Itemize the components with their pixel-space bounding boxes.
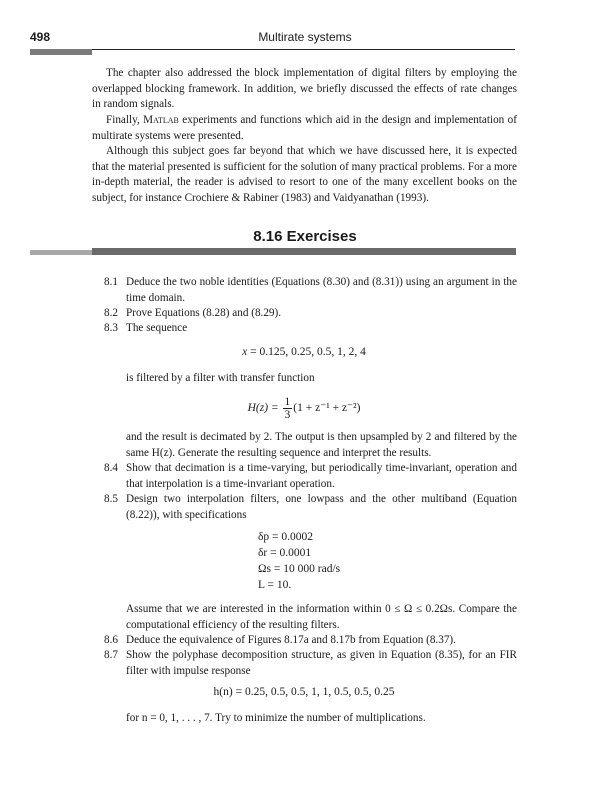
header-accent-bar bbox=[30, 49, 92, 55]
exercise-text: The sequence bbox=[126, 322, 188, 334]
exercise-number: 8.2 bbox=[104, 307, 118, 319]
section-title-text: Exercises bbox=[286, 228, 357, 245]
exercise-8-5-after bbox=[92, 602, 517, 633]
exercise-8-7 bbox=[92, 648, 517, 679]
fraction-numerator: 1 bbox=[284, 396, 291, 408]
exercise-8-3-after bbox=[92, 430, 517, 461]
equation-lhs: x bbox=[242, 346, 248, 358]
equation-transfer-function bbox=[0, 396, 608, 421]
exercise-8-1 bbox=[92, 275, 517, 306]
spec-delta-r: δr = 0.0001 bbox=[258, 547, 312, 559]
equation-rhs: = 0.125, 0.25, 0.5, 1, 2, 4 bbox=[250, 346, 366, 358]
header-rule bbox=[92, 49, 515, 50]
exercise-number: 8.1 bbox=[104, 276, 118, 288]
exercise-text: Design two interpolation filters, one lowpass and the other multiband (Equation (8.22)), with specifications bbox=[126, 493, 517, 521]
exercise-8-7-after bbox=[92, 711, 517, 727]
fraction-one-third bbox=[283, 396, 293, 421]
exercise-text: Assume that we are interested in the information within 0 ≤ Ω ≤ 0.2Ωs. Compare the computational efficiency of the resulting filters. bbox=[126, 603, 517, 631]
intro-paragraph-2 bbox=[92, 113, 517, 144]
matlab-name: Matlab bbox=[143, 114, 179, 126]
exercise-text: Deduce the equivalence of Figures 8.17a and 8.17b from Equation (8.37). bbox=[126, 634, 456, 646]
tf-lhs: H(z) = bbox=[247, 402, 279, 415]
exercise-number: 8.3 bbox=[104, 322, 118, 334]
exercise-text: Show the polyphase decomposition structure, as given in Equation (8.35), for an FIR filter with impulse response bbox=[126, 649, 517, 677]
exercise-text: is filtered by a filter with transfer function bbox=[126, 372, 315, 384]
tf-rhs: (1 + z⁻¹ + z⁻²) bbox=[293, 402, 361, 415]
intro-p2-prefix: Finally, bbox=[106, 114, 144, 126]
section-bar-left bbox=[30, 250, 92, 255]
exercise-8-3-mid bbox=[92, 371, 517, 387]
exercise-number: 8.4 bbox=[104, 462, 118, 474]
spec-delta-p: δp = 0.0002 bbox=[258, 531, 314, 543]
fraction-denominator: 3 bbox=[284, 409, 291, 421]
exercise-text: and the result is decimated by 2. The output is then upsampled by 2 and filtered by the same H(z). Generate the resulting sequence and interpret the results. bbox=[126, 431, 517, 459]
spec-l: L = 10. bbox=[258, 579, 292, 591]
exercise-8-6 bbox=[92, 633, 517, 649]
intro-p2-suffix: experiments and functions which aid in the design and implementation of multirate systems were presented. bbox=[92, 114, 517, 142]
equation-sequence-x bbox=[0, 346, 608, 358]
exercise-8-5 bbox=[92, 492, 517, 523]
spec-omega-s: Ωs = 10 000 rad/s bbox=[258, 563, 341, 575]
exercise-text: Deduce the two noble identities (Equations (8.30) and (8.31)) using an argument in the time domain. bbox=[126, 276, 517, 304]
page-number: 498 bbox=[30, 30, 51, 44]
exercise-8-2 bbox=[92, 306, 517, 322]
section-number: 8.16 bbox=[253, 228, 283, 245]
exercise-number: 8.5 bbox=[104, 493, 118, 505]
equation-impulse-response: h(n) = 0.25, 0.5, 0.5, 1, 1, 0.5, 0.5, 0.25 bbox=[213, 686, 395, 698]
exercise-8-4 bbox=[92, 461, 517, 492]
exercise-text: Prove Equations (8.28) and (8.29). bbox=[126, 307, 282, 319]
section-title bbox=[200, 228, 410, 245]
exercise-text: for n = 0, 1, . . . , 7. Try to minimize the number of multiplications. bbox=[126, 712, 426, 724]
exercise-8-3 bbox=[92, 321, 517, 337]
section-bar bbox=[92, 248, 516, 255]
exercise-number: 8.7 bbox=[104, 649, 118, 661]
exercise-number: 8.6 bbox=[104, 634, 118, 646]
intro-paragraph-1: The chapter also addressed the block implementation of digital filters by employing the overlapped blocking framework. In addition, we briefly discussed the effects of rate changes in random signals. bbox=[92, 67, 517, 110]
intro-paragraph-3: Although this subject goes far beyond that which we have discussed here, it is expected that the material presented is sufficient for the solution of many practical problems. For a more in-depth material, the reader is advised to resort to one of the many excellent books on the subject, for instance Crochiere & Rabiner (1983) and Vaidyanathan (1993). bbox=[92, 145, 517, 204]
exercise-text: Show that decimation is a time-varying, but periodically time-invariant, operation and that interpolation is a time-invariant operation. bbox=[126, 462, 517, 490]
running-head: Multirate systems bbox=[258, 30, 352, 44]
